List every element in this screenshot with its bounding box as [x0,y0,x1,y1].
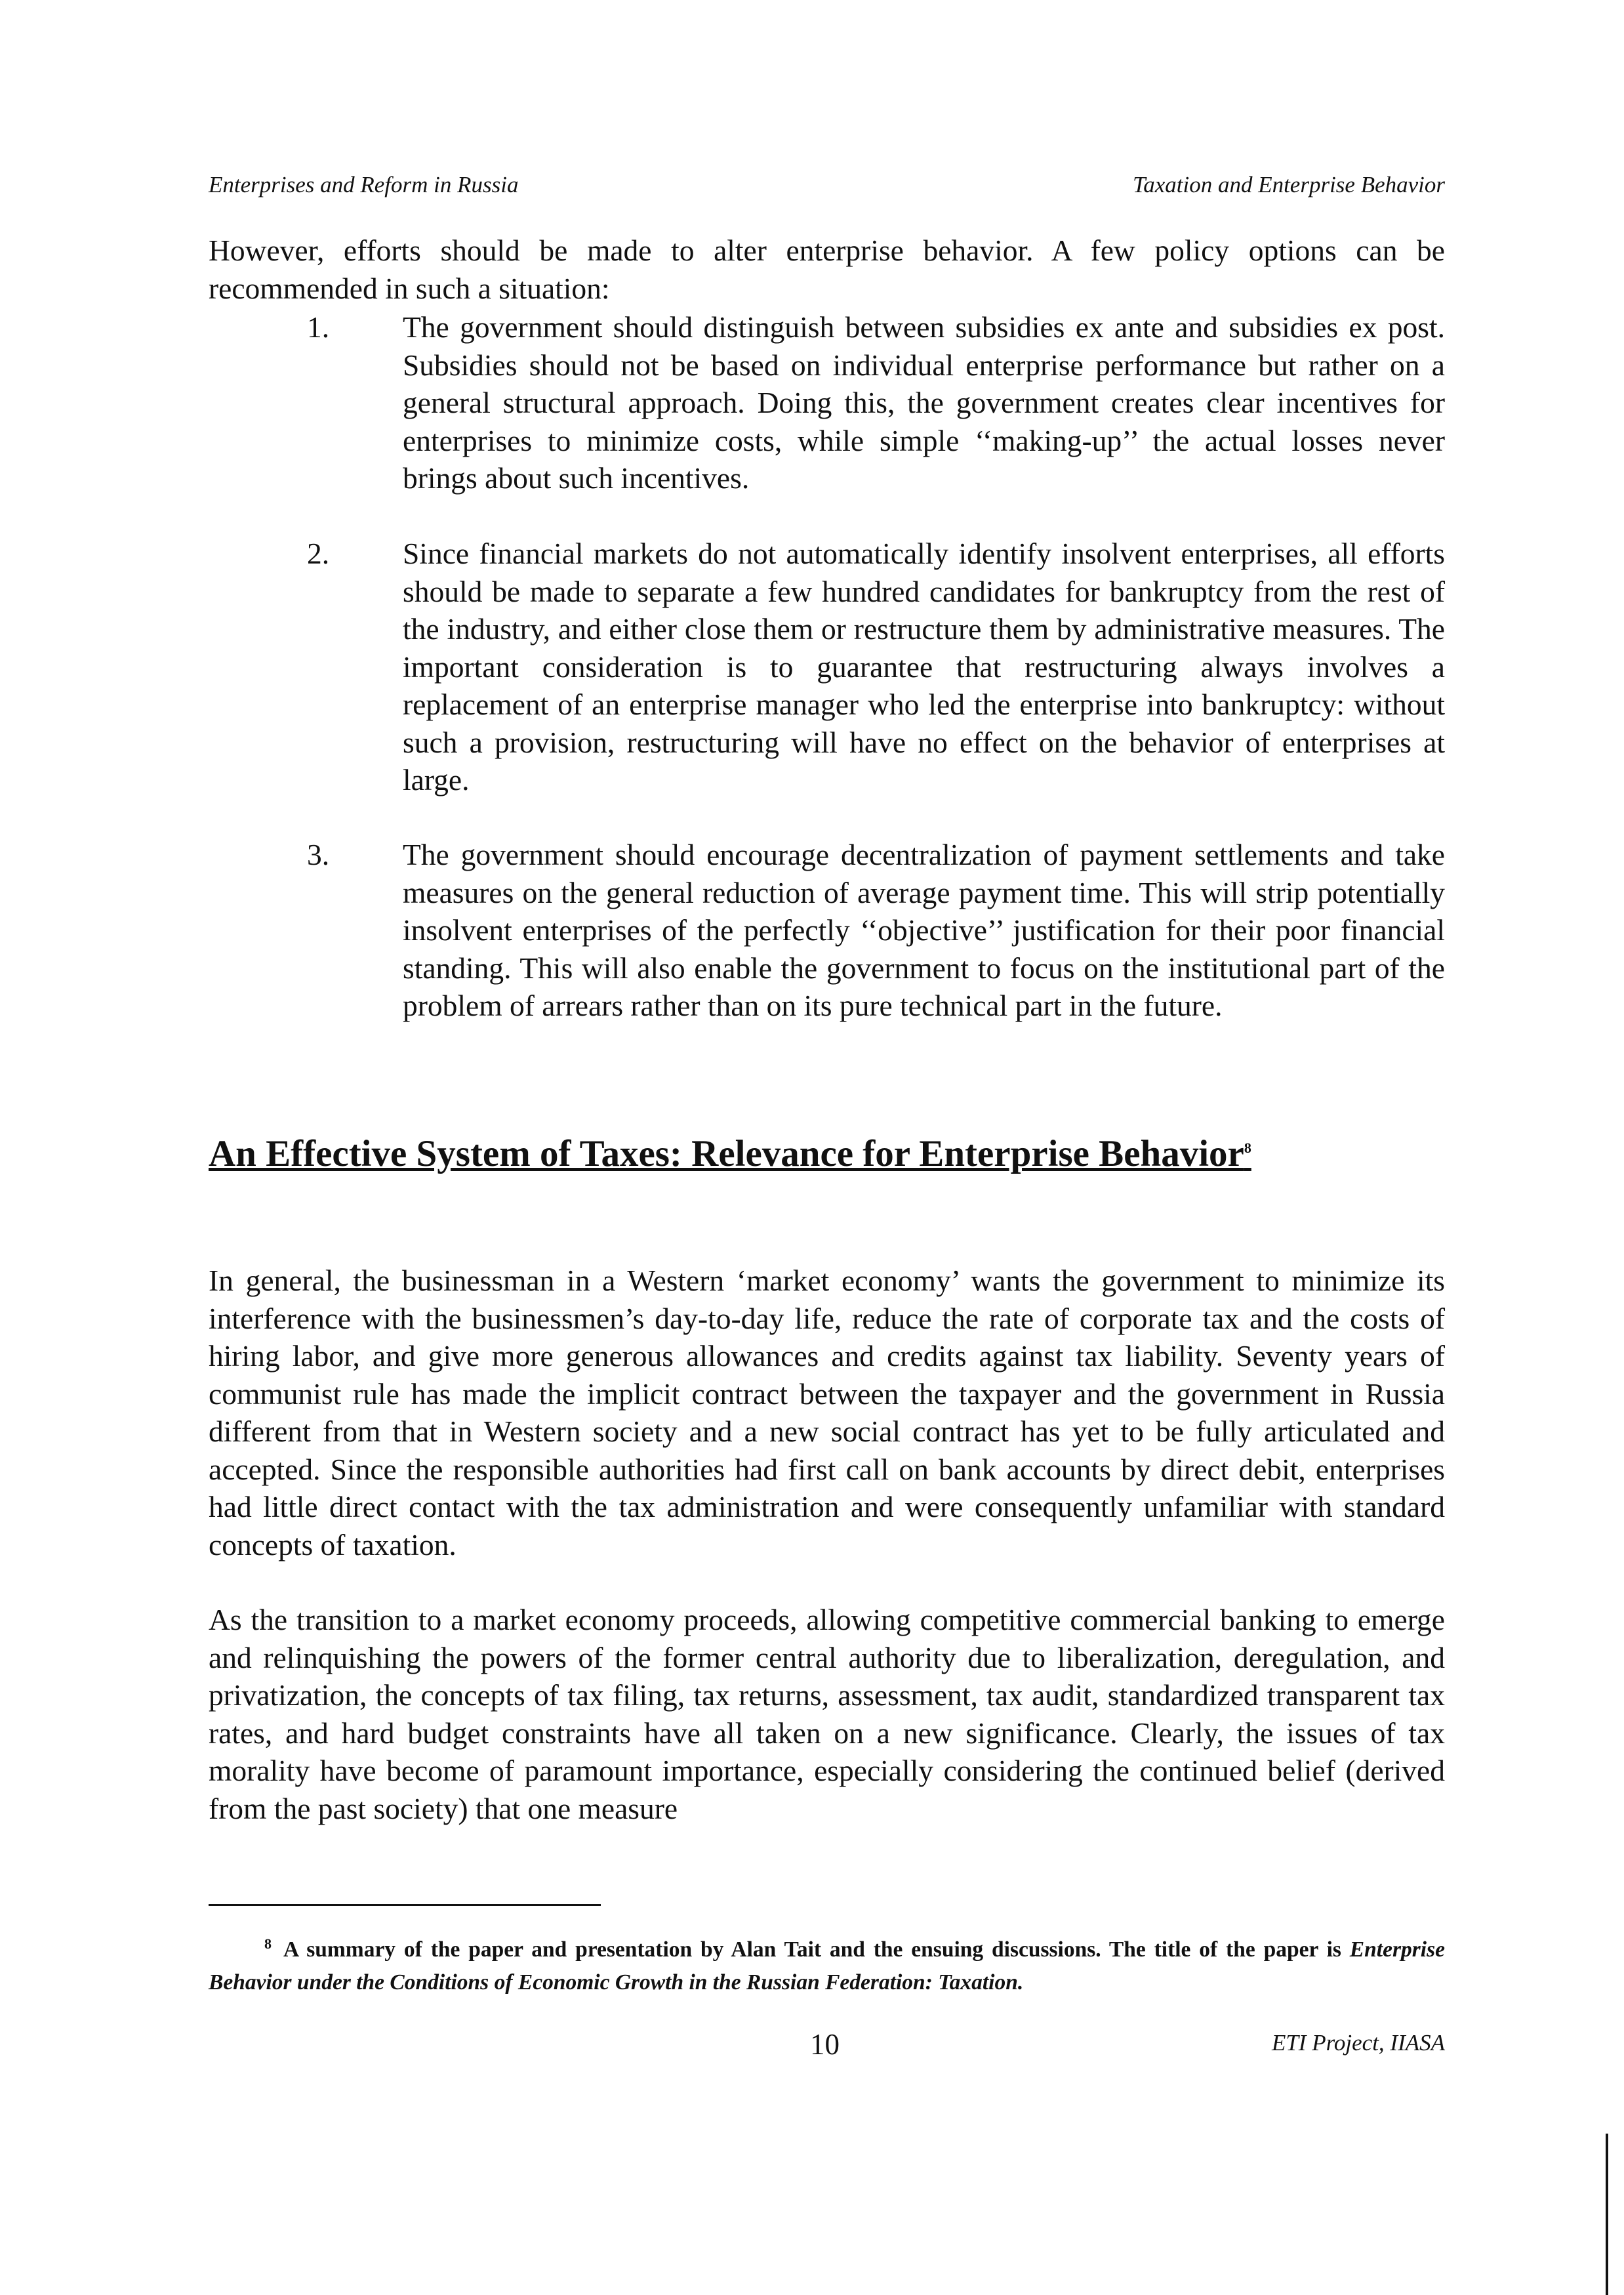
option-number: 1. [307,310,330,344]
header-left: Enterprises and Reform in Russia [209,172,519,197]
scan-edge-mark [1606,2134,1608,2295]
footnote [209,1928,1445,1999]
option-text: The government should distinguish between subsidies ex ante and subsidies ex post. Subsidies should not be based on individual enterprise performance but rather on a general structural approach. Doing this, the government creates clear incentives for enterprises to minimize costs, while simple ‘‘making-up’’ the actual losses never brings about such incentives. [403,310,1445,495]
option-number: 2. [307,537,330,570]
footnote-mark: 8 [264,1935,272,1952]
header-right: Taxation and Enterprise Behavior [1132,172,1445,197]
body-paragraph-1: In general, the businessman in a Western ‘market economy’ wants the government to minimize its interference with the businessmen’s day-to-day life, reduce the rate of corporate tax and the costs of hiring labor, and give more generous allowances and credits against tax liability. Seventy years of communist rule has made the implicit contract between the taxpayer and the government in Russia different from that in Western society and a new social contract has yet to be fully articulated and accepted. Since the responsible authorities had first call on bank accounts by direct debit, enterprises had little direct contact with the tax administration and were consequently unfamiliar with standard concepts of taxation. [209,1264,1445,1561]
section-heading [209,1132,1251,1175]
footnote-divider [209,1904,601,1906]
section-heading-text: An Effective System of Taxes: Relevance for Enterprise Behavior [209,1133,1244,1174]
footer-project: ETI Project, IIASA [1271,2030,1445,2056]
option-number: 3. [307,838,330,871]
footnote-text: A summary of the paper and presentation by Alan Tait and the ensuing discussions. The title of the paper is [283,1937,1350,1962]
footnote-reference: 8 [1244,1140,1251,1156]
page-number: 10 [810,2028,840,2061]
option-text: The government should encourage decentralization of payment settlements and take measures on the general reduction of average payment time. This will strip potentially insolvent enterprises of the perfectly ‘‘objective’’ justification for their poor financial standing. This will also enable the government to focus on the institutional part of the problem of arrears rather than on its pure technical part in the future. [403,838,1445,1022]
document-page [209,0,1445,2295]
footnote-paper-title: Enterprise Behavior under the Conditions of Economic Growth in the Russian Federation: Taxation. [209,1937,1445,1995]
body-paragraph-2: As the transition to a market economy proceeds, allowing competitive commercial banking to emerge and relinquishing the powers of the former central authority due to liberalization, deregulation, and privatization, the concepts of tax filing, tax returns, assessment, tax audit, standardized transparent tax rates, and hard budget constraints have all taken on a new significance. Clearly, the issues of tax morality have become of paramount importance, especially considering the continued belief (derived from the past society) that one measure [209,1603,1445,1825]
option-text: Since financial markets do not automatically identify insolvent enterprises, all efforts should be made to separate a few hundred candidates for bankruptcy from the rest of the industry, and either close them or restructure them by administrative measures. The important consideration is to guarantee that restructuring always involves a replacement of an enterprise manager who led the enterprise into bankruptcy: without such a provision, restructuring will have no effect on the behavior of enterprises at large. [403,537,1445,796]
intro-paragraph: However, efforts should be made to alter enterprise behavior. A few policy options can be recommended in such a situation: [209,234,1445,305]
